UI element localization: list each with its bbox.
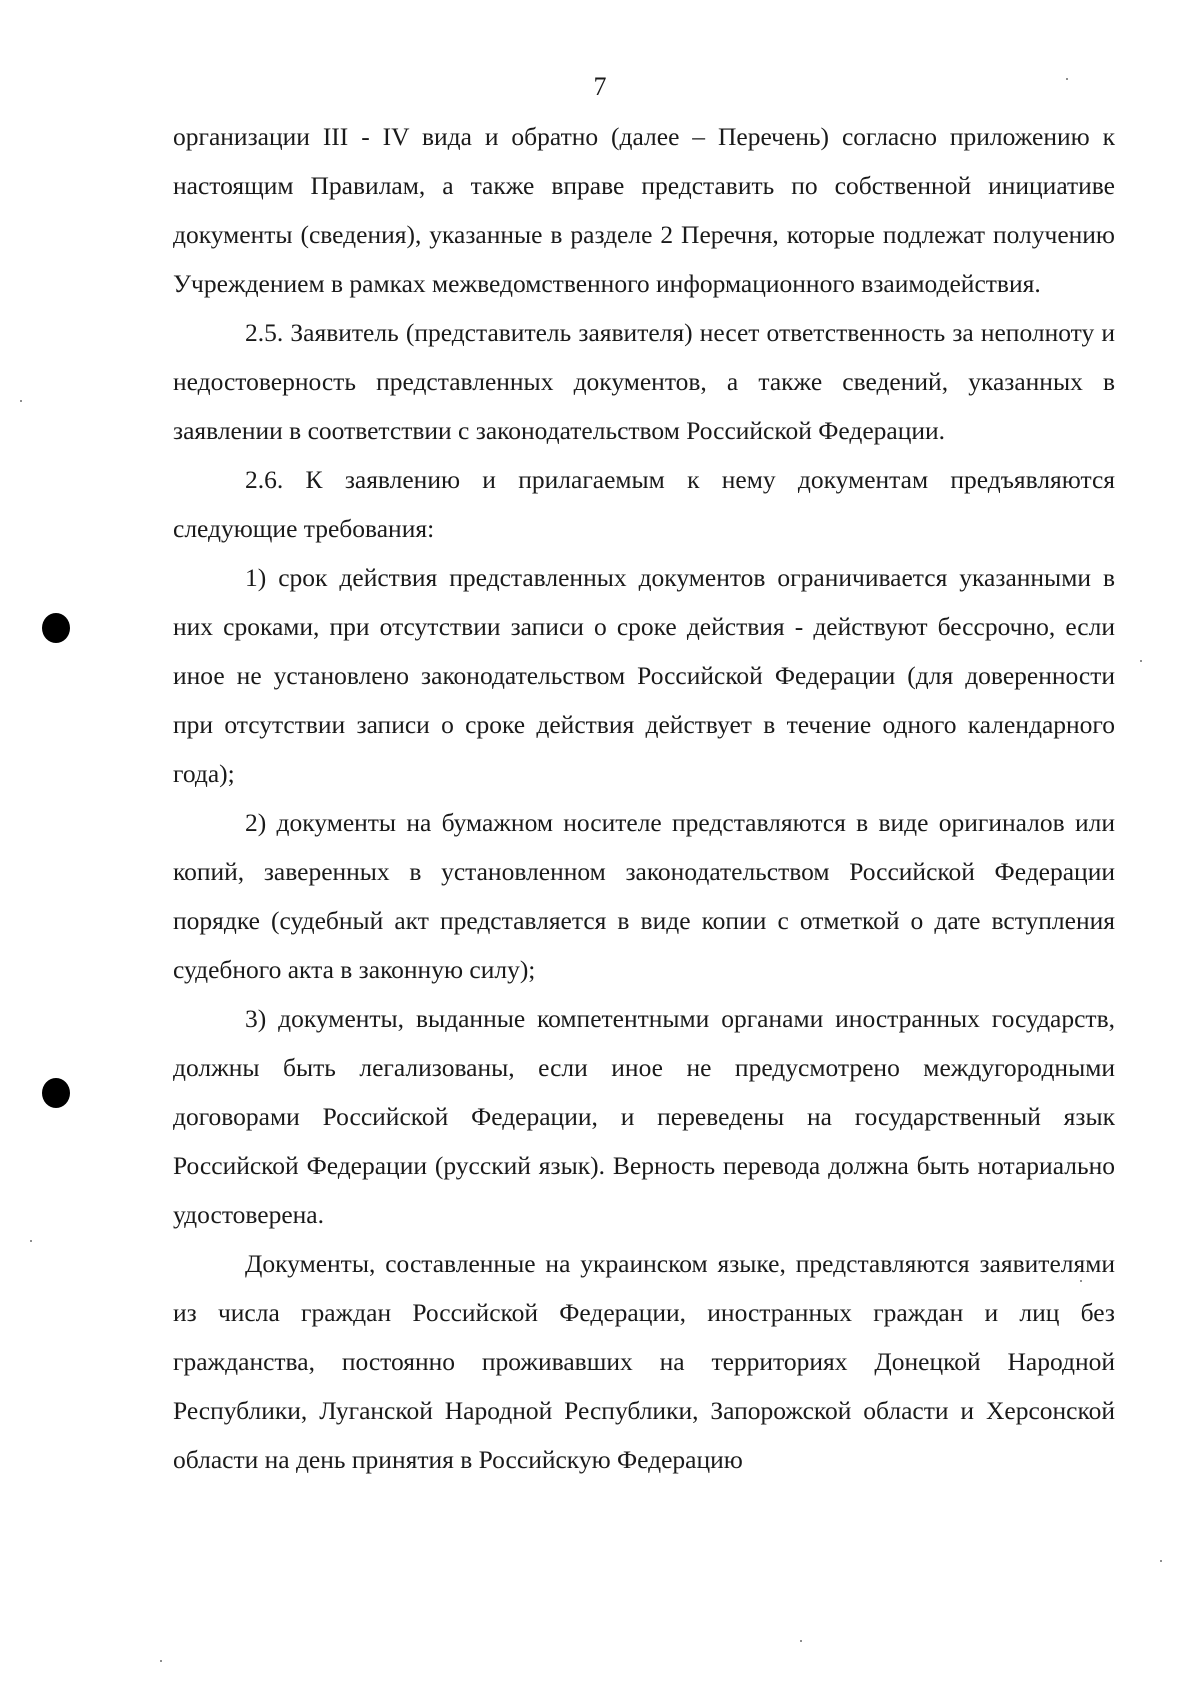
- scan-speck: [1080, 1280, 1082, 1282]
- scan-speck: [800, 1640, 802, 1642]
- scan-speck: [1160, 1560, 1162, 1562]
- list-item-1: 1) срок действия представленных документов ограничивается указанными в них сроками, при отсутствии записи о сроке действия - действуют бессрочно, если иное не установлено законодательством Российской Федерации (для доверенности при отсутствии записи о сроке действия действует в течение одного календарного года);: [173, 563, 1115, 788]
- scan-speck: [1066, 78, 1068, 80]
- body-text: [173, 112, 1115, 1484]
- scan-speck: [30, 1240, 32, 1242]
- punch-hole-icon: [42, 613, 70, 643]
- scan-speck: [1140, 660, 1142, 662]
- page-number: 7: [593, 72, 607, 101]
- paragraph-ukrainian-documents: Документы, составленные на украинском языке, представляются заявителями из числа граждан Российской Федерации, иностранных граждан и лиц без гражданства, постоянно проживавших на территориях Донецкой Народной Республики, Луганской Народной Республики, Запорожской области и Херсонской области на день принятия в Российскую Федерацию: [173, 1249, 1115, 1474]
- paragraph-continuation: организации III - IV вида и обратно (далее – Перечень) согласно приложению к настоящим Правилам, а также вправе представить по собственной инициативе документы (сведения), указанные в разделе 2 Перечня, которые подлежат получению Учреждением в рамках межведомственного информационного взаимодействия.: [173, 122, 1115, 298]
- paragraph-2-5: 2.5. Заявитель (представитель заявителя) несет ответственность за неполноту и недостоверность представленных документов, а также сведений, указанных в заявлении в соответствии с законодательством Российской Федерации.: [173, 318, 1115, 445]
- list-item-3: 3) документы, выданные компетентными органами иностранных государств, должны быть легализованы, если иное не предусмотрено междугородными договорами Российской Федерации, и переведены на государственный язык Российской Федерации (русский язык). Верность перевода должна быть нотариально удостоверена.: [173, 1004, 1115, 1229]
- scan-speck: [20, 400, 22, 402]
- scan-speck: [160, 1660, 162, 1662]
- list-item-2: 2) документы на бумажном носителе представляются в виде оригиналов или копий, заверенных в установленном законодательством Российской Федерации порядке (судебный акт представляется в виде копии с отметкой о дате вступления судебного акта в законную силу);: [173, 808, 1115, 984]
- paragraph-2-6: 2.6. К заявлению и прилагаемым к нему документам предъявляются следующие требования:: [173, 465, 1115, 543]
- punch-hole-icon: [42, 1078, 70, 1108]
